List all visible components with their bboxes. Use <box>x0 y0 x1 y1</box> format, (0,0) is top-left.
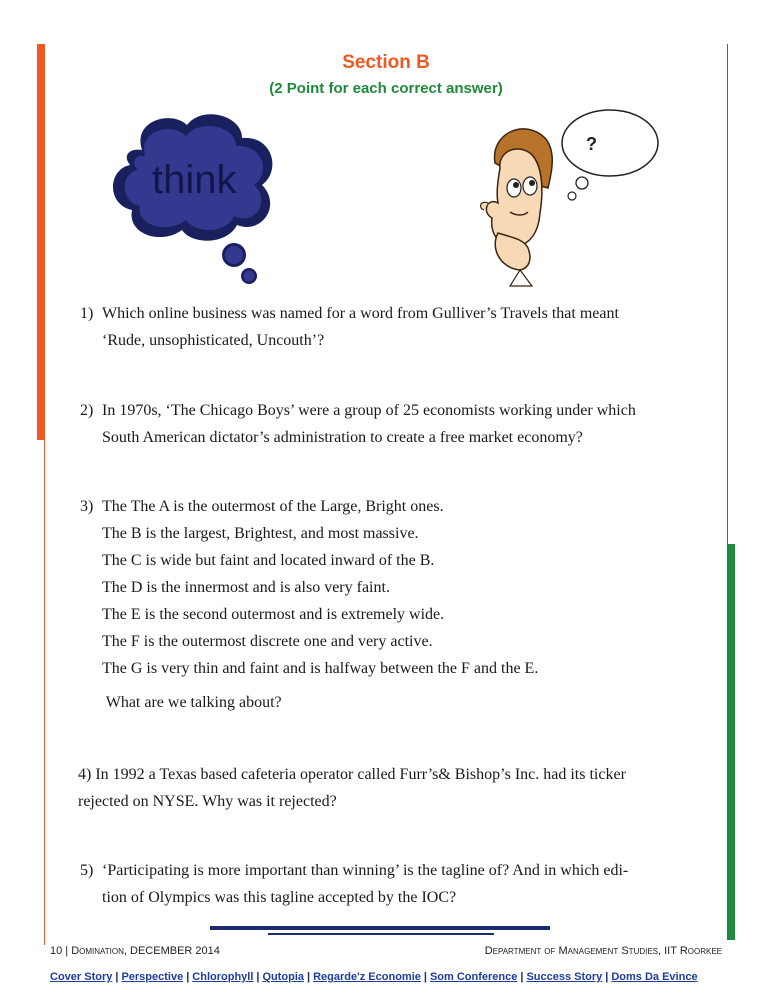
nav-link-regardez-economie[interactable]: Regarde'z Economie <box>313 971 421 983</box>
question-2 <box>80 397 720 451</box>
left-orange-line <box>44 440 45 945</box>
speech-bubble <box>562 110 658 200</box>
question-1 <box>80 300 720 354</box>
question-number: 4) <box>78 766 92 783</box>
footer-right <box>485 945 722 957</box>
question-line: The The A is the outermost of the Large, Bright ones. <box>102 498 444 515</box>
question-line: The F is the outermost discrete one and very active. <box>102 633 433 650</box>
question-4 <box>78 761 718 815</box>
nav-link-qutopia[interactable]: Qutopia <box>262 971 305 983</box>
nav-link-success-story[interactable]: Success Story <box>526 971 603 983</box>
footer-rule <box>210 926 550 930</box>
issue-date: , DECEMBER 2014 <box>123 945 220 957</box>
question-line: What are we talking about? <box>102 694 282 711</box>
footer-left <box>50 945 220 957</box>
department-name: Department of Management Studies <box>484 945 659 957</box>
right-green-bar <box>727 544 735 940</box>
question-line: rejected on NYSE. Why was it rejected? <box>78 793 337 810</box>
question-number: 5) <box>80 862 94 879</box>
nav-link-perspective[interactable]: Perspective <box>121 971 184 983</box>
question-line: tion of Olympics was this tagline accepted by the IOC? <box>102 889 457 906</box>
right-green-line <box>727 44 728 544</box>
question-line: The C is wide but faint and located inward of the B. <box>102 552 435 569</box>
thinking-man-image <box>470 108 665 288</box>
question-line: The D is the innermost and is also very faint. <box>102 579 390 596</box>
question-number: 3) <box>80 498 94 515</box>
nav-link-chlorophyll[interactable]: Chlorophyll <box>192 971 254 983</box>
question-mark: ? <box>586 134 597 154</box>
magazine-name: Domination <box>71 945 124 957</box>
nav-link-cover-story[interactable]: Cover Story <box>50 971 113 983</box>
question-line: In 1970s, ‘The Chicago Boys’ were a group of 25 economists working under which <box>102 402 636 419</box>
question-number: 1) <box>80 305 94 322</box>
nav-link-doms-da-evince[interactable]: Doms Da Evince <box>611 971 698 983</box>
section-title: Section B <box>342 52 430 73</box>
question-line: In 1992 a Texas based cafeteria operator called Furr’s& Bishop’s Inc. had its ticker <box>95 766 626 783</box>
think-word: think <box>152 158 237 202</box>
man-head <box>481 129 553 246</box>
left-orange-bar <box>37 44 45 440</box>
page-number: 10 | <box>50 945 72 957</box>
question-line: ‘Participating is more important than winning’ is the tagline of? And in which edi- <box>102 862 629 879</box>
question-5 <box>80 857 720 911</box>
section-subtitle: (2 Point for each correct answer) <box>269 80 503 97</box>
footer-nav: Cover Story | Perspective | Chlorophyll | Qutopia | Regarde'z Economie | Som Conference | Success Story | Doms Da Evince <box>50 971 698 983</box>
question-3 <box>80 493 720 716</box>
question-number: 2) <box>80 402 94 419</box>
question-line: South American dictator’s administration to create a free market economy? <box>102 429 583 446</box>
institute-name: , IIT Roorkee <box>658 945 722 957</box>
think-cloud-image <box>112 110 282 290</box>
question-line: The G is very thin and faint and is halfway between the F and the E. <box>102 660 539 677</box>
question-line: The E is the second outermost and is extremely wide. <box>102 606 445 623</box>
footer-rule-thin <box>268 933 494 935</box>
nav-link-som-conference[interactable]: Som Conference <box>429 971 518 983</box>
question-line: The B is the largest, Brightest, and most massive. <box>102 525 419 542</box>
question-line: Which online business was named for a word from Gulliver’s Travels that meant <box>102 305 619 322</box>
question-line: ‘Rude, unsophisticated, Uncouth’? <box>102 332 325 349</box>
